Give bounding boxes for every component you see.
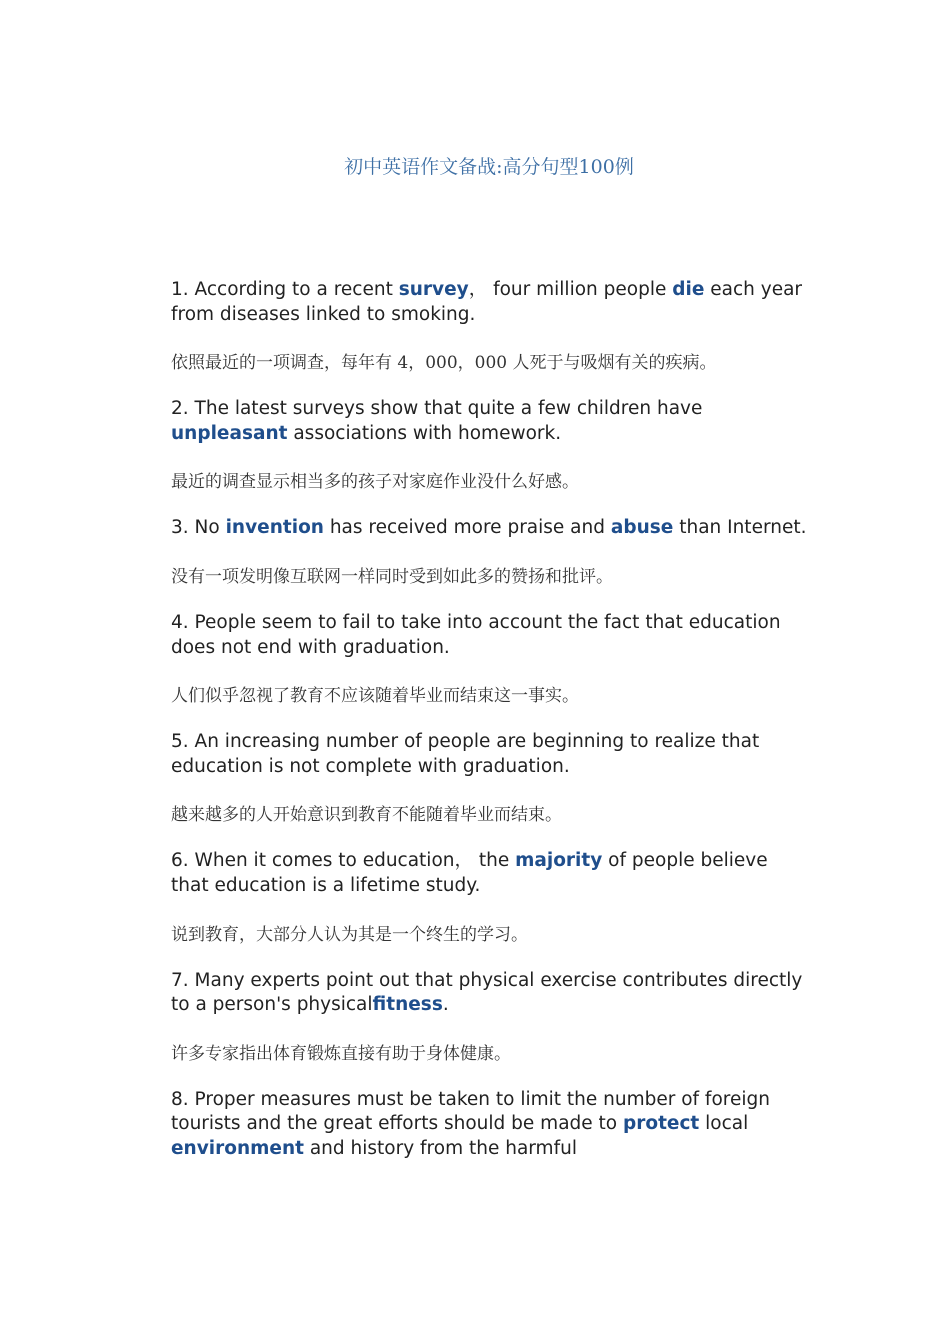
sentence-item-4 [171, 611, 811, 708]
sentence-item-7 [171, 969, 811, 1066]
item-number: 8. [171, 1088, 189, 1110]
sentence-item-5 [171, 730, 811, 827]
keyword: protect [623, 1113, 700, 1135]
item-number: 1. [171, 279, 189, 300]
item-number: 7. [171, 969, 189, 991]
sentence-item-8 [171, 1088, 811, 1162]
chinese-translation: 人们似乎忽视了教育不应该随着毕业而结束这一事实。 [171, 686, 579, 707]
item-number: 2. [171, 398, 189, 420]
chinese-translation: 越来越多的人开始意识到教育不能随着毕业而结束。 [171, 805, 562, 826]
keyword: environment [171, 1137, 304, 1159]
keyword: die [672, 279, 705, 300]
item-number: 5. [171, 731, 189, 753]
sentence-list [171, 278, 811, 1162]
chinese-translation: 说到教育，大部分人认为其是一个终生的学习。 [171, 924, 528, 945]
english-sentence: 3. No invention has received more praise and abuse than Internet. [171, 517, 807, 539]
document-title: 初中英语作文备战:高分句型100例 [344, 156, 634, 178]
keyword: abuse [610, 517, 674, 539]
english-sentence: 4. People seem to fail to take into account the fact that education does not end with graduation. [171, 611, 781, 658]
keyword: survey [398, 279, 469, 300]
english-sentence: 8. Proper measures must be taken to limit the number of foreign tourists and the great efforts should be made to protect local environment and history from the harmful [171, 1088, 770, 1159]
item-number: 6. [171, 850, 189, 872]
keyword: majority [515, 850, 603, 872]
chinese-translation: 依照最近的一项调查，每年有 4，000，000 人死于与吸烟有关的疾病。 [171, 353, 717, 374]
english-sentence: 6. When it comes to education， the majority of people believe that education is a lifetime study. [171, 850, 768, 896]
item-number: 3. [171, 517, 189, 539]
keyword: unpleasant [171, 422, 288, 444]
sentence-item-6 [171, 849, 811, 946]
sentence-item-2 [171, 397, 811, 494]
keyword: fitness [372, 994, 443, 1016]
english-sentence: 2. The latest surveys show that quite a few children have unpleasant associations with homework. [171, 398, 703, 444]
item-number: 4. [171, 611, 189, 633]
chinese-translation: 最近的调查显示相当多的孩子对家庭作业没什么好感。 [171, 472, 579, 493]
chinese-translation: 许多专家指出体育锻炼直接有助于身体健康。 [171, 1043, 511, 1064]
sentence-item-1 [171, 278, 811, 375]
english-sentence: 7. Many experts point out that physical exercise contributes directly to a person's physicalfitness. [171, 969, 803, 1016]
keyword: invention [225, 517, 324, 539]
chinese-translation: 没有一项发明像互联网一样同时受到如此多的赞扬和批评。 [171, 566, 613, 587]
sentence-item-3 [171, 516, 811, 589]
english-sentence: 1. According to a recent survey， four million people die each year from diseases linked to smoking. [171, 279, 803, 325]
english-sentence: 5. An increasing number of people are beginning to realize that education is not complete with graduation. [171, 731, 760, 777]
